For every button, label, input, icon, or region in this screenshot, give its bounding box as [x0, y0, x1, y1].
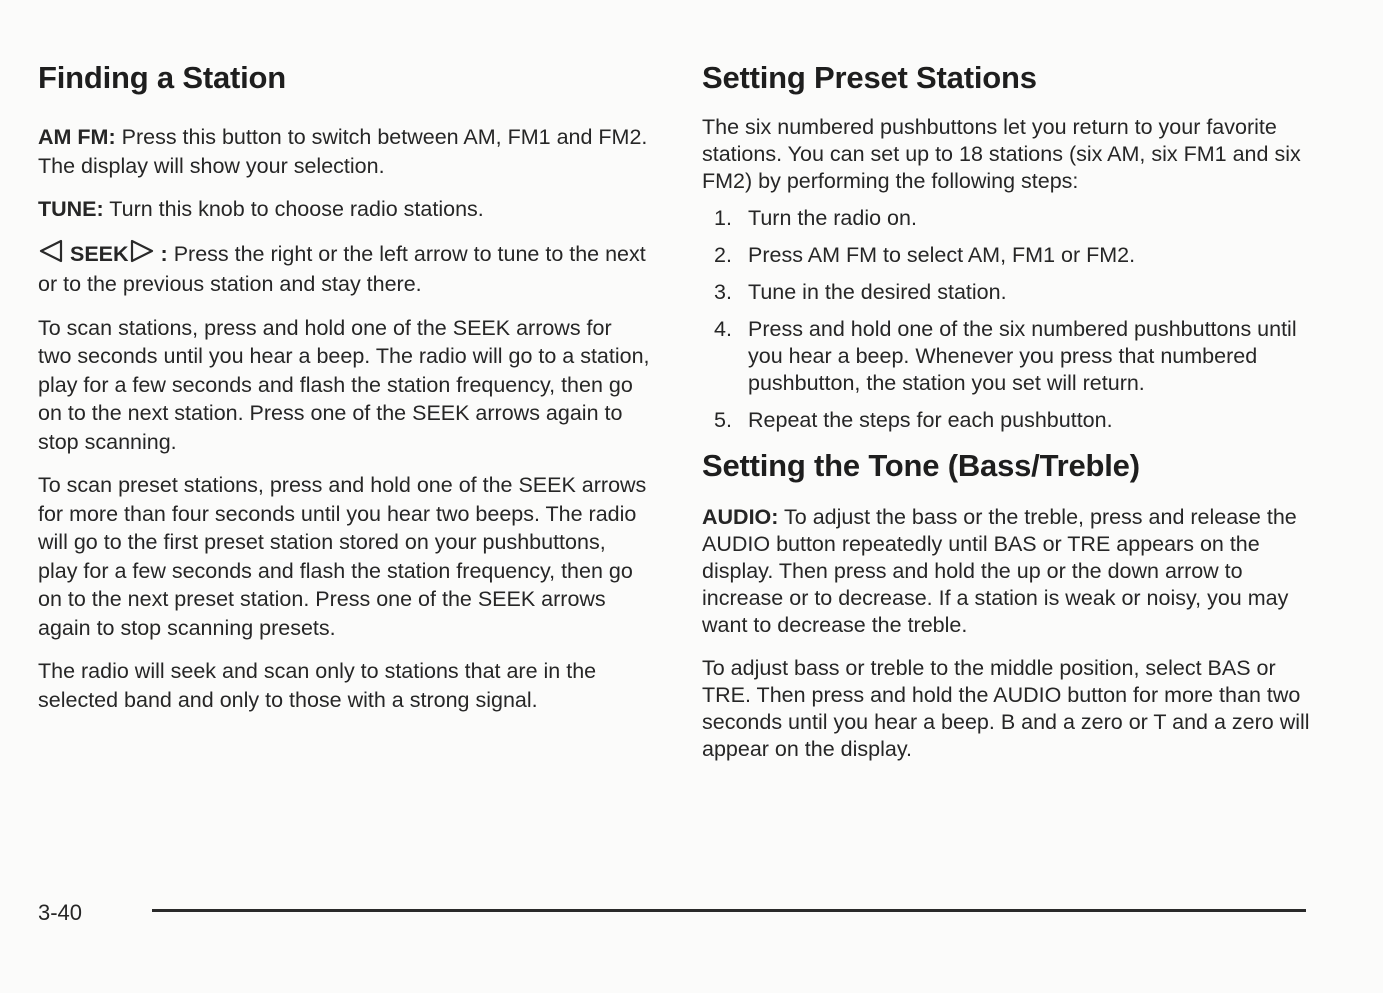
audio-paragraph	[702, 504, 1310, 639]
right-column	[702, 60, 1310, 779]
list-item: 1. Turn the radio on.	[714, 206, 917, 230]
amfm-text: Press this button to switch between AM, FM1 and FM2. The display will show your selection.	[38, 125, 648, 178]
tune-paragraph	[38, 195, 650, 224]
list-item: 3. Tune in the desired station.	[714, 280, 1007, 304]
heading-setting-the-tone: Setting the Tone (Bass/Treble)	[702, 448, 1140, 483]
list-item: 2. Press AM FM to select AM, FM1 or FM2.	[714, 243, 1136, 267]
audio-label: AUDIO:	[702, 505, 779, 529]
list-item: 4. Press and hold one of the six numbered pushbuttons until you hear a beep. Whenever you press that numbered pushbutton, the station you set will return.	[714, 317, 1297, 395]
tune-text: Turn this knob to choose radio stations.	[109, 197, 484, 221]
tune-label: TUNE:	[38, 197, 104, 221]
right-triangle-arrow-icon	[129, 239, 155, 271]
amfm-paragraph	[38, 123, 650, 180]
audio-text: To adjust the bass or the treble, press and release the AUDIO button repeatedly until BAS or TRE appears on the display. Then press and hold the up or the down arrow to increase or to decrease. If a station is weak or noisy, you may want to decrease the treble.	[702, 505, 1297, 637]
tone-section	[702, 504, 1310, 763]
presets-intro-paragraph: The six numbered pushbuttons let you return to your favorite stations. You can set up to 18 stations (six AM, six FM1 and six FM2) by performing the following steps:	[702, 115, 1301, 193]
middle-position-paragraph: To adjust bass or treble to the middle position, select BAS or TRE. Then press and hold the AUDIO button for more than two seconds until you hear a beep. B and a zero or T and a zero will appear on the display.	[702, 656, 1310, 761]
heading-setting-preset-stations: Setting Preset Stations	[702, 60, 1037, 95]
left-triangle-arrow-icon	[38, 239, 64, 271]
seek-text: Press the right or the left arrow to tune to the next or to the previous station and stay there.	[38, 241, 646, 296]
seek-colon: :	[160, 241, 168, 266]
preset-scan-paragraph: To scan preset stations, press and hold one of the SEEK arrows for more than four seconds until you hear two beeps. The radio will go to the first preset station stored on your pushbuttons, play for a few seconds and flash the station frequency, then go on to the next preset station. Press one of the SEEK arrows again to stop scanning presets.	[38, 473, 647, 640]
scan-paragraph: To scan stations, press and hold one of the SEEK arrows for two seconds until you hear a beep. The radio will go to a station, play for a few seconds and flash the station frequency, then go on to the next station. Press one of the SEEK arrows again to stop scanning.	[38, 315, 650, 454]
amfm-label: AM FM:	[38, 125, 116, 149]
left-column	[38, 60, 650, 729]
page-number: 3-40	[38, 900, 83, 925]
seek-label: SEEK	[69, 241, 129, 266]
heading-finding-a-station: Finding a Station	[38, 60, 287, 95]
seek-paragraph	[38, 239, 650, 299]
preset-steps-list	[702, 205, 1310, 434]
footer-rule	[152, 909, 1306, 912]
band-paragraph: The radio will seek and scan only to stations that are in the selected band and only to those with a strong signal.	[38, 659, 597, 712]
list-item: 5. Repeat the steps for each pushbutton.	[714, 408, 1113, 432]
